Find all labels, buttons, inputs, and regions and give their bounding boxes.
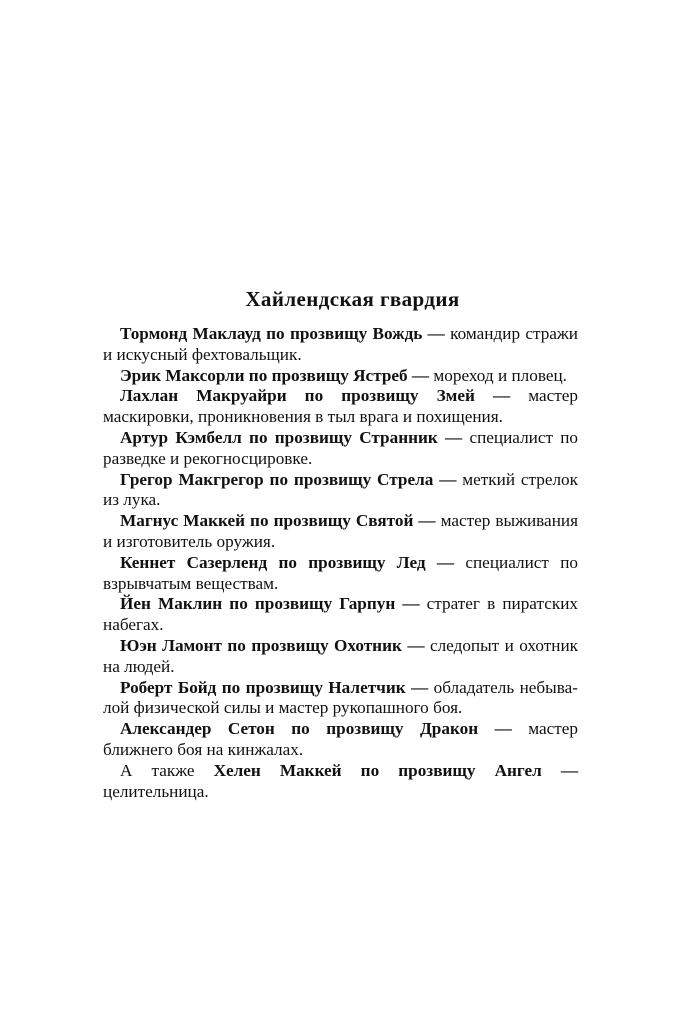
character-name: Александер Сетон по прозвищу Дракон — [120,719,512,739]
character-name: Хелен Маккей по прозвищу Ангел — [213,760,579,780]
character-name: Лахлан Макруайри по прозвищу Змей — [120,386,511,406]
document-page [103,286,578,802]
entry-prefix: А также [120,760,214,780]
character-description: следопыт и охотник на людей. [103,635,578,676]
character-name: Кеннет Сазерленд по прозвищу Лед — [120,552,455,572]
character-name: Йен Маклин по прозвищу Гарпун — [120,594,420,614]
character-entry [103,678,578,720]
character-description: мастер ближнего боя на кинжалах. [103,719,578,759]
character-entry [103,428,578,470]
character-description: мастер выживания и изготовитель оружия. [103,511,578,551]
character-entry [103,470,578,512]
character-description: меткий стрелок из лука. [103,469,578,510]
character-description: командир стражи и искусный фехтовальщик. [103,324,578,364]
character-name: Роберт Бойд по прозвищу Налетчик — [120,677,429,697]
character-list [103,324,578,802]
character-name: Тормонд Маклауд по прозвищу Вождь — [120,324,445,343]
character-entry [103,761,578,803]
character-entry [103,386,578,428]
character-entry [103,511,578,553]
character-entry [103,636,578,678]
character-entry [103,324,578,366]
section-heading: Хайлендская гвардия [245,287,460,311]
character-entry [103,553,578,595]
character-name: Магнус Маккей по прозвищу Святой — [120,511,436,531]
character-description: мастер маскировки, проникновения в тыл врага и похищения. [103,386,579,427]
character-description: обладатель небывалой физической силы и мастер рукопашного боя. [103,677,578,718]
character-entry [103,594,578,636]
character-name: Артур Кэмбелл по прозвищу Странник — [120,427,463,447]
character-description: специалист по взрывчатым веществам. [103,552,578,593]
character-entry [103,719,578,761]
character-name: Юэн Ламонт по прозвищу Охотник — [120,635,425,655]
character-description: специалист по разведке и рекогносцировке. [103,427,579,468]
character-description: мореход и пловец. [429,365,567,385]
character-name: Грегор Макгрегор по прозвищу Стрела — [120,469,457,489]
character-entry [103,366,578,387]
character-description: целительница. [103,781,209,801]
character-name: Эрик Максорли по прозвищу Ястреб — [120,365,430,385]
character-description: стратег в пиратских набегах. [103,594,578,635]
